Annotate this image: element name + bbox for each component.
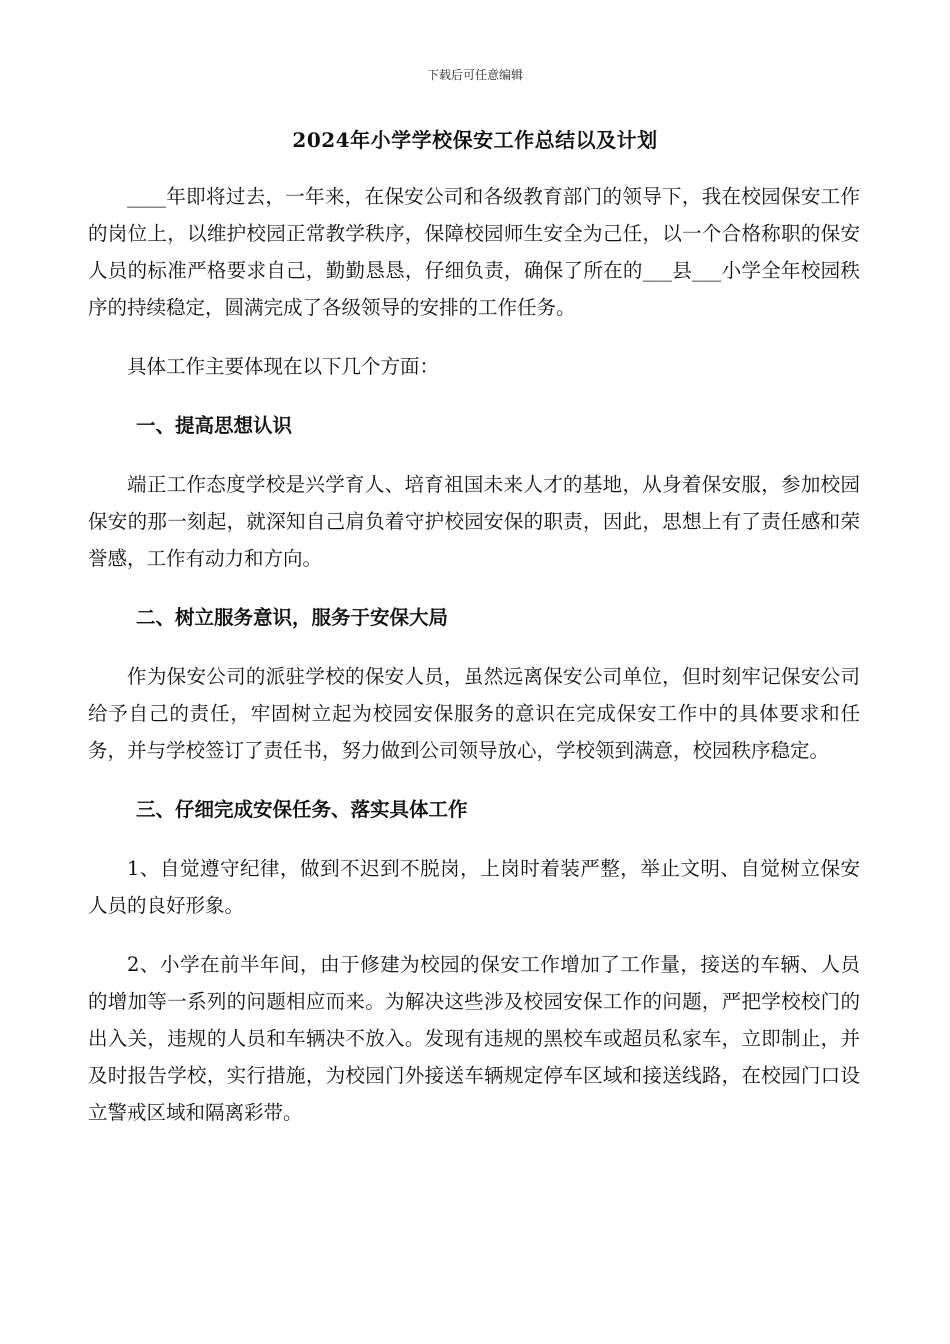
document-body: [88, 178, 860, 1153]
page-title: 2024年小学学校保安工作总结以及计划: [292, 128, 658, 152]
section-heading-3: 三、仔细完成安保任务、落实具体工作: [136, 798, 468, 821]
intro-paragraph: ____年即将过去，一年来，在保安公司和各级教育部门的领导下，我在校园保安工作的岗位上，以维护校园正常教学秩序，保障校园师生安全为己任，以一个合格称职的保安人员的标准严格要求自己，勤勤恳恳，仔细负责，确保了所在的___县___小学全年校园秩序的持续稳定，圆满完成了各级领导的安排的工作任务。: [88, 185, 860, 319]
section-3-item-2: 2、小学在前半年间，由于修建为校园的保安工作增加了工作量，接送的车辆、人员的增加等一系列的问题相应而来。为解决这些涉及校园安保工作的问题，严把学校校门的出入关，违规的人员和车辆决不放入。发现有违规的黑校车或超员私家车，立即制止，并及时报告学校，实行措施，为校园门外接送车辆规定停车区域和接送线路，在校园门口设立警戒区域和隔离彩带。: [88, 953, 860, 1124]
section-3-item-1: 1、自觉遵守纪律，做到不迟到不脱岗，上岗时着装严整，举止文明、自觉树立保安人员的良好形象。: [88, 857, 860, 917]
section-2-paragraph: 作为保安公司的派驻学校的保安人员，虽然远离保安公司单位，但时刻牢记保安公司给予自己的责任，牢固树立起为校园安保服务的意识在完成保安工作中的具体要求和任务，并与学校签订了责任书，努力做到公司领导放心，学校领到满意，校园秩序稳定。: [88, 665, 860, 762]
page-header: 下载后可任意编辑: [426, 68, 523, 82]
section-heading-2: 二、树立服务意识，服务于安保大局: [136, 606, 449, 629]
section-heading-1: 一、提高思想认识: [136, 414, 293, 437]
section-1-paragraph: 端正工作态度学校是兴学育人、培育祖国未来人才的基地，从身着保安服，参加校园保安的那一刻起，就深知自己肩负着守护校园安保的职责，因此，思想上有了责任感和荣誉感，工作有动力和方向。: [88, 473, 860, 570]
overview-paragraph: 具体工作主要体现在以下几个方面：: [127, 355, 440, 378]
